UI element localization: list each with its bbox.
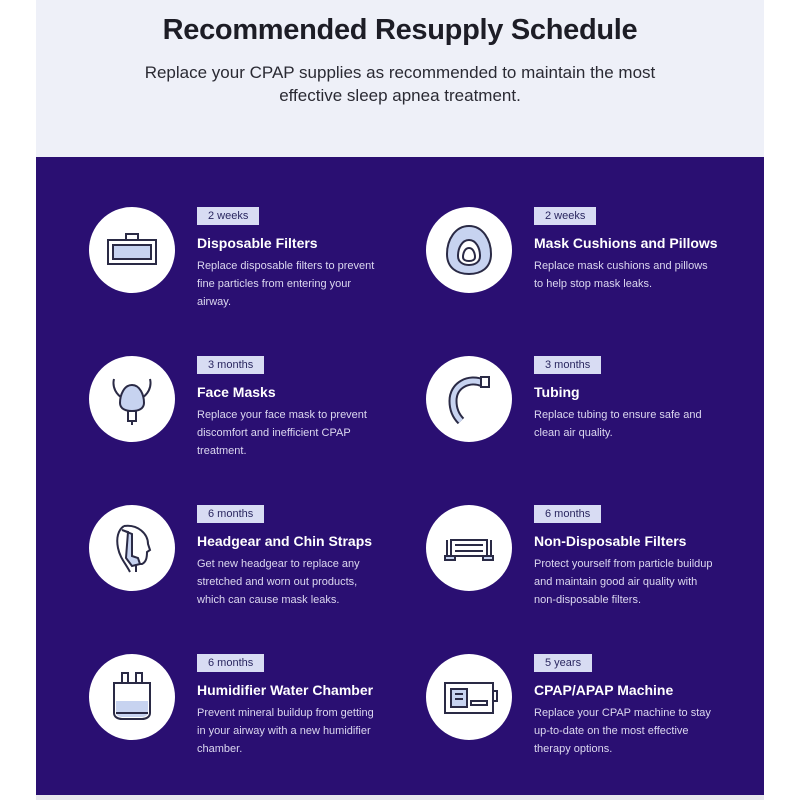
- item-name: Mask Cushions and Pillows: [534, 235, 718, 251]
- icon-circle: [426, 356, 512, 442]
- headgear-icon: [102, 518, 162, 578]
- schedule-item-tubing: [426, 356, 756, 486]
- page-subtitle: Replace your CPAP supplies as recommended to maintain the most effective sleep apnea treatment.: [144, 63, 656, 105]
- interval-badge: 3 months: [197, 356, 264, 374]
- item-description: Replace your face mask to prevent discomfort and inefficient CPAP treatment.: [197, 409, 367, 457]
- item-description: Get new headgear to replace any stretched and worn out products, which can cause mask leaks.: [197, 558, 360, 606]
- item-description: Replace disposable filters to prevent fine particles from entering your airway.: [197, 260, 375, 308]
- icon-circle: [89, 356, 175, 442]
- tubing-icon: [439, 369, 499, 429]
- cpap-machine-icon: [439, 667, 499, 727]
- page-title: Recommended Resupply Schedule: [162, 14, 638, 46]
- item-name: Non-Disposable Filters: [534, 533, 687, 549]
- schedule-item-face-masks: [89, 356, 419, 486]
- face-mask-icon: [102, 369, 162, 429]
- mask-cushion-icon: [439, 220, 499, 280]
- header: [36, 0, 764, 157]
- schedule-item-humidifier: [89, 654, 419, 784]
- schedule-panel: [36, 157, 764, 795]
- schedule-item-disposable-filters: [89, 207, 419, 337]
- item-description: Replace your CPAP machine to stay up-to-date on the most effective therapy options.: [534, 707, 711, 755]
- interval-badge: 2 weeks: [534, 207, 596, 225]
- item-description: Replace tubing to ensure safe and clean air quality.: [534, 409, 702, 439]
- icon-circle: [426, 654, 512, 740]
- interval-badge: 6 months: [197, 505, 264, 523]
- interval-badge: 6 months: [534, 505, 601, 523]
- icon-circle: [89, 207, 175, 293]
- item-name: Headgear and Chin Straps: [197, 533, 373, 549]
- item-name: Tubing: [534, 384, 580, 400]
- non-disposable-filter-icon: [439, 518, 499, 578]
- schedule-item-cpap-machine: [426, 654, 756, 784]
- item-description: Replace mask cushions and pillows to help stop mask leaks.: [534, 260, 708, 290]
- item-name: Face Masks: [197, 384, 276, 400]
- interval-badge: 5 years: [534, 654, 592, 672]
- interval-badge: 3 months: [534, 356, 601, 374]
- water-chamber-icon: [102, 667, 162, 727]
- bottom-divider: [36, 795, 764, 800]
- icon-circle: [426, 207, 512, 293]
- interval-badge: 6 months: [197, 654, 264, 672]
- disposable-filter-icon: [102, 220, 162, 280]
- schedule-item-headgear: [89, 505, 419, 635]
- interval-badge: 2 weeks: [197, 207, 259, 225]
- item-name: CPAP/APAP Machine: [534, 682, 674, 698]
- item-name: Disposable Filters: [197, 235, 318, 251]
- item-description: Prevent mineral buildup from getting in your airway with a new humidifier chamber.: [197, 707, 374, 755]
- icon-circle: [89, 654, 175, 740]
- icon-circle: [89, 505, 175, 591]
- icon-circle: [426, 505, 512, 591]
- item-description: Protect yourself from particle buildup and maintain good air quality with non-disposable filters.: [534, 558, 713, 606]
- item-name: Humidifier Water Chamber: [197, 682, 374, 698]
- schedule-item-non-disposable-filters: [426, 505, 756, 635]
- schedule-item-mask-cushions: [426, 207, 756, 337]
